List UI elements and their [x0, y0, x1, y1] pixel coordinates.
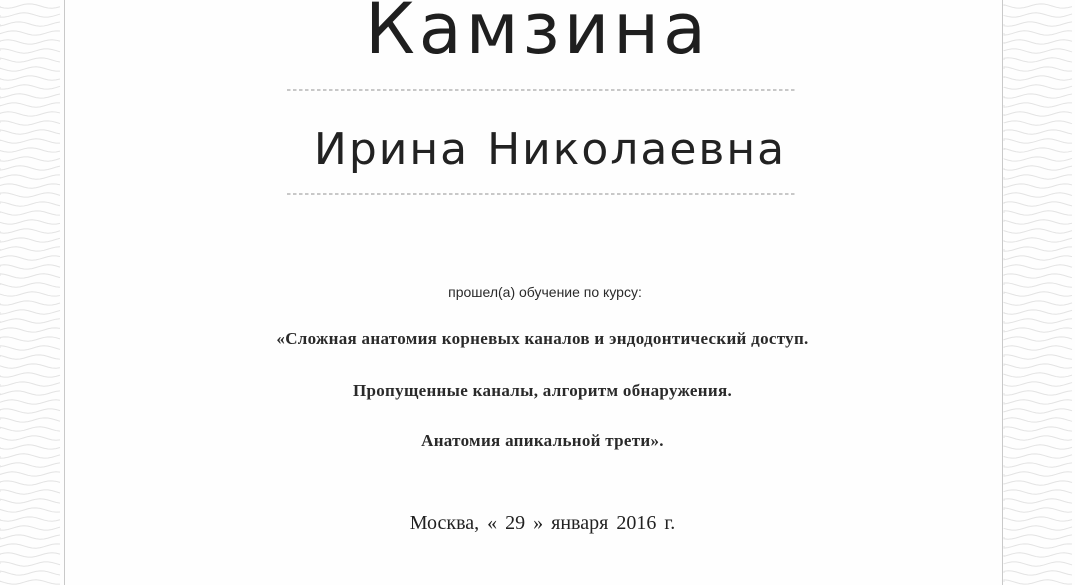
pattern-wave-line	[1004, 499, 1072, 503]
pattern-wave-line	[0, 193, 60, 197]
pattern-wave-line	[0, 274, 60, 278]
pattern-wave-line	[0, 571, 60, 575]
pattern-wave-line	[0, 409, 60, 413]
pattern-wave-line	[1004, 490, 1072, 494]
pattern-wave-line	[0, 103, 60, 107]
pattern-wave-line	[0, 220, 60, 224]
date-close-quote: »	[533, 512, 544, 534]
passed-course-text: прошел(а) обучение по курсу:	[448, 284, 642, 300]
pattern-wave-line	[1004, 112, 1072, 116]
pattern-wave-line	[1004, 544, 1072, 548]
pattern-wave-line	[1004, 355, 1072, 359]
pattern-wave-line	[0, 490, 60, 494]
pattern-wave-line	[1004, 229, 1072, 233]
pattern-wave-line	[0, 184, 60, 188]
pattern-wave-line	[0, 301, 60, 305]
pattern-wave-line	[0, 472, 60, 476]
surname: Камзина	[365, 0, 710, 70]
pattern-wave-line	[0, 85, 60, 89]
pattern-wave-line	[1004, 175, 1072, 179]
pattern-wave-line	[1004, 184, 1072, 188]
pattern-wave-line	[1004, 274, 1072, 278]
pattern-wave-line	[1004, 76, 1072, 80]
pattern-wave-line	[1004, 553, 1072, 557]
pattern-wave-line	[1004, 220, 1072, 224]
pattern-wave-line	[1004, 571, 1072, 575]
issue-month: января	[551, 512, 609, 534]
patronymic: Николаевна	[487, 124, 787, 175]
pattern-wave-line	[0, 364, 60, 368]
pattern-wave-line	[0, 112, 60, 116]
pattern-wave-line	[1004, 238, 1072, 242]
first-name: Ирина	[313, 124, 470, 175]
pattern-wave-line	[1004, 418, 1072, 422]
surname-underline	[287, 89, 797, 91]
pattern-wave-line	[0, 355, 60, 359]
pattern-wave-line	[0, 481, 60, 485]
pattern-wave-line	[1004, 202, 1072, 206]
pattern-wave-line	[1004, 265, 1072, 269]
course-title-line-1: «Сложная анатомия корневых каналов и эндодонтический доступ.	[276, 329, 809, 348]
pattern-wave-line	[0, 247, 60, 251]
pattern-wave-line	[0, 535, 60, 539]
pattern-wave-line	[1004, 103, 1072, 107]
pattern-wave-line	[1004, 94, 1072, 98]
pattern-wave-line	[0, 238, 60, 242]
pattern-wave-line	[0, 499, 60, 503]
pattern-wave-line	[1004, 211, 1072, 215]
pattern-wave-line	[1004, 247, 1072, 251]
pattern-wave-line	[0, 373, 60, 377]
pattern-wave-line	[1004, 472, 1072, 476]
issue-year: 2016	[616, 512, 657, 534]
pattern-wave-line	[0, 580, 60, 584]
pattern-wave-line	[0, 265, 60, 269]
pattern-wave-line	[1004, 562, 1072, 566]
pattern-wave-line	[1004, 319, 1072, 323]
pattern-wave-line	[1004, 463, 1072, 467]
pattern-wave-line	[1004, 193, 1072, 197]
pattern-wave-line	[1004, 301, 1072, 305]
issue-day: 29	[505, 512, 526, 534]
pattern-wave-line	[0, 544, 60, 548]
pattern-wave-line	[1004, 85, 1072, 89]
pattern-wave-line	[0, 310, 60, 314]
pattern-wave-line	[0, 94, 60, 98]
pattern-wave-line	[0, 211, 60, 215]
date-open-quote: «	[487, 512, 498, 534]
pattern-wave-line	[0, 553, 60, 557]
pattern-wave-line	[1004, 409, 1072, 413]
pattern-wave-line	[0, 463, 60, 467]
year-suffix: г.	[664, 512, 676, 534]
pattern-wave-line	[0, 562, 60, 566]
pattern-wave-line	[0, 202, 60, 206]
course-title-line-2: Пропущенные каналы, алгоритм обнаружения.	[352, 381, 733, 400]
pattern-wave-line	[0, 229, 60, 233]
pattern-wave-line	[1004, 256, 1072, 260]
pattern-wave-line	[0, 175, 60, 179]
name-underline	[287, 193, 797, 195]
pattern-wave-line	[1004, 310, 1072, 314]
pattern-wave-line	[0, 319, 60, 323]
pattern-wave-line	[1004, 454, 1072, 458]
issue-city: Москва,	[409, 512, 480, 534]
pattern-wave-line	[1004, 364, 1072, 368]
full-name	[0, 124, 1075, 175]
course-title-line-3: Анатомия апикальной трети».	[421, 431, 664, 450]
pattern-wave-line	[1004, 373, 1072, 377]
pattern-wave-line	[0, 256, 60, 260]
pattern-wave-line	[0, 418, 60, 422]
pattern-wave-line	[1004, 481, 1072, 485]
pattern-wave-line	[0, 76, 60, 80]
pattern-wave-line	[1004, 580, 1072, 584]
issue-date-line	[0, 512, 1075, 535]
pattern-wave-line	[1004, 535, 1072, 539]
pattern-wave-line	[0, 454, 60, 458]
